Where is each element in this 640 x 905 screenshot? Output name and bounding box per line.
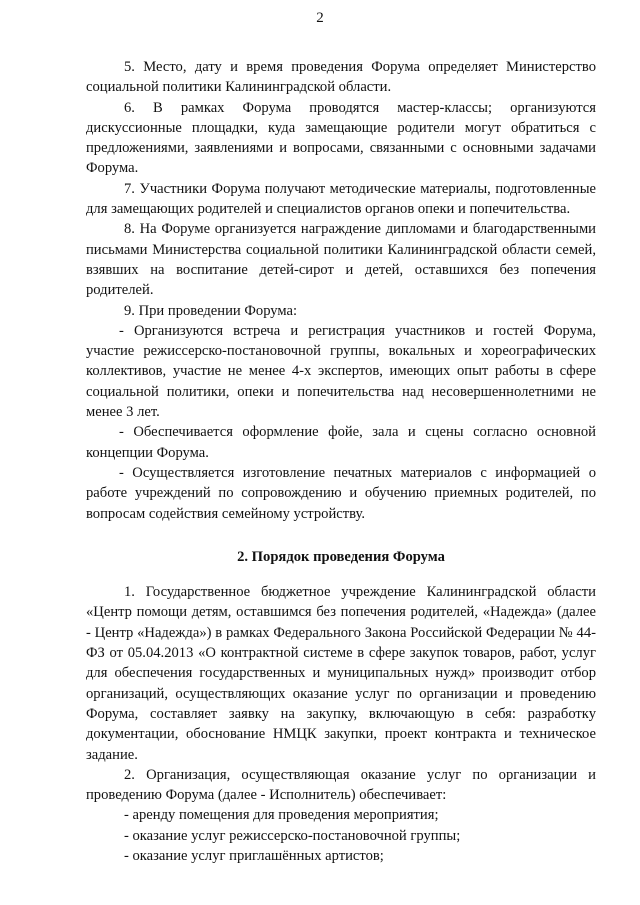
paragraph-venue: 5. Место, дату и время проведения Форума определяет Министерство социальной политики Калининградской области.	[86, 59, 596, 96]
paragraph-materials: 7. Участники Форума получают методические материалы, подготовленные для замещающих родителей и специалистов органов опеки и попечительства.	[86, 180, 596, 218]
paragraph-registration: - Организуются встреча и регистрация участников и гостей Форума, участие режиссерско-постановочной группы, вокальных и хореографических коллективов, участие не менее 4-х экспертов, имеющих опыт работы в сфере социальной политики, опеки и попечительства над несовершеннолетними не менее 3 лет.	[86, 322, 596, 421]
paragraph-printing: - Осуществляется изготовление печатных материалов с информацией о работе учреждений по сопровождению и обучению приемных родителей, по вопросам содействия семейному устройству.	[86, 464, 596, 522]
paragraph-forum-conduct: 9. При проведении Форума:	[124, 302, 298, 319]
list-item: - оказание услуг режиссерско-постановочной группы;	[124, 827, 461, 844]
page-number: 2	[316, 10, 324, 26]
document-body	[86, 57, 596, 866]
paragraph-master-classes: 6. В рамках Форума проводятся мастер-классы; организуются дискуссионные площадки, куда замещающие родители могут обратиться с предложениями, заявлениями и вопросами, связанными с основными задачами Форума.	[86, 99, 596, 177]
list-item: - аренду помещения для проведения мероприятия;	[124, 807, 439, 824]
paragraph-executor: 2. Организация, осуществляющая оказание услуг по организации и проведению Форума (далее - Исполнитель) обеспечивает:	[86, 766, 596, 804]
paragraph-awards: 8. На Форуме организуется награждение дипломами и благодарственными письмами Министерства социальной политики Калининградской области семей, взявших на воспитание детей-сирот и детей, оставшихся без попечения родителей.	[86, 221, 596, 299]
paragraph-procurement: 1. Государственное бюджетное учреждение Калининградской области «Центр помощи детям, оставшимся без попечения родителей, «Надежда» (далее - Центр «Надежда») в рамках Федерального Закона Российской Федерации № 44-ФЗ от 05.04.2013 «О контрактной системе в сфере закупок товаров, работ, услуг для обеспечения государственных и муниципальных нужд» производит отбор организаций, осуществляющих оказание услуг по организации и проведению Форума, составляет заявку на закупку, включающую в себя: разработку документации, обоснование НМЦК закупки, проект контракта и техническое задание.	[86, 584, 596, 763]
paragraph-decoration: - Обеспечивается оформление фойе, зала и сцены согласно основной концепции Форума.	[86, 424, 596, 461]
list-item: - оказание услуг приглашённых артистов;	[124, 847, 384, 864]
section-heading: 2. Порядок проведения Форума	[237, 548, 445, 565]
